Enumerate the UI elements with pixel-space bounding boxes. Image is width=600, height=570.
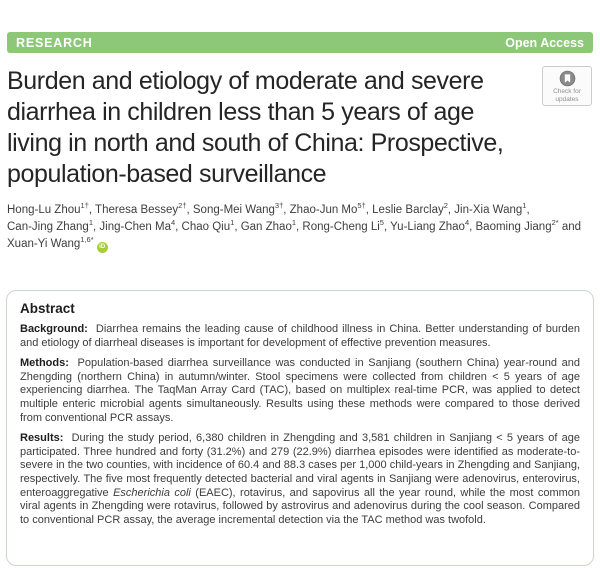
- title-line: living in north and south of China: Prospective,: [7, 129, 504, 157]
- title-line: diarrhea in children less than 5 years of age: [7, 98, 475, 126]
- author-line: Can-Jing Zhang$^1$, Jing-Chen Ma$^4$, Chao Qiu$^1$, Gan Zhao$^1$, Rong-Cheng Li$^5$, Yu-Liang Zhao$^4$, Baoming Jiang$^{2*}$ and: [7, 218, 582, 233]
- paragraph-label: Methods:: [20, 357, 69, 370]
- article-title: [7, 66, 593, 190]
- article-type-label: RESEARCH: [16, 35, 93, 50]
- author-list: [7, 202, 593, 253]
- abstract-section: [6, 290, 594, 566]
- abstract-paragraph: Background: Diarrhea remains the leading cause of childhood illness in China. Better understanding of burden and etiology of diarrheal diseases is important for development of effective prevention measures.: [20, 323, 580, 349]
- crossmark-icon: [544, 70, 590, 87]
- author-line: Hong-Lu Zhou$^{1\dagger}$, Theresa Bessey$^{2\dagger}$, Song-Mei Wang$^{3\dagger}$, Zhao-Jun $Mo^{5\dagger}$, Leslie Barclay$^2$, Jin-Xia Wang$^1$,: [7, 201, 530, 216]
- check-updates-label-line1: Check for: [553, 88, 581, 95]
- abstract-paragraph: Results: During the study period, 6,380 children in Zhengding and 3,581 children in Sanjiang < 5 years of age participated. Three hundred and forty (31.2%) and 279 (22.9%) diarrhea episodes were identified as moderate-to-severe in the two counties, with incidence of 60.4 and 88.3 cases per 1,000 child-years in Zhengding and Sanjiang, respectively. The five most frequently detected bacterial and viral agents in Sanjiang were adenovirus, enterovirus, enteroaggregative Escherichia coli (EAEC), rotavirus, and sapovirus all the year round, while the most common viral agents in Zhengding were rotavirus, followed by astrovirus and adenovirus during the cool season. Compared to conventional PCR assay, the average incremental detection via the TAC method was twofold.: [20, 432, 581, 526]
- check-for-updates-button[interactable]: [542, 66, 592, 106]
- orcid-icon[interactable]: iD: [97, 242, 108, 253]
- abstract-heading: Abstract: [20, 301, 75, 316]
- article-type-banner: [7, 32, 593, 53]
- abstract-paragraph: Methods: Population-based diarrhea surveillance was conducted in Sanjiang (southern China) year-round and Zhengding (northern China) in autumn/winter. Stool specimens were collected from children < 5 years of age experiencing diarrhea. The TaqMan Array Card (TAC), based on multiplex real-time PCR, was applied to detect multiple enteric microbial agents simultaneously. Results using these methods were compared to those derived from conventional PCR assays.: [20, 357, 580, 424]
- title-area: [7, 66, 593, 190]
- check-updates-label-line2: updates: [555, 95, 579, 103]
- author-line: Xuan-Yi Wang$^{1,6*}$iD: [7, 236, 593, 253]
- paragraph-label: Background:: [20, 323, 88, 335]
- open-access-label: Open Access: [505, 35, 584, 50]
- article-page: [0, 32, 600, 570]
- title-line: Burden and etiology of moderate and severe: [7, 67, 484, 95]
- paragraph-label: Results:: [20, 432, 64, 445]
- title-line: population-based surveillance: [7, 160, 327, 188]
- abstract-body: [20, 323, 580, 527]
